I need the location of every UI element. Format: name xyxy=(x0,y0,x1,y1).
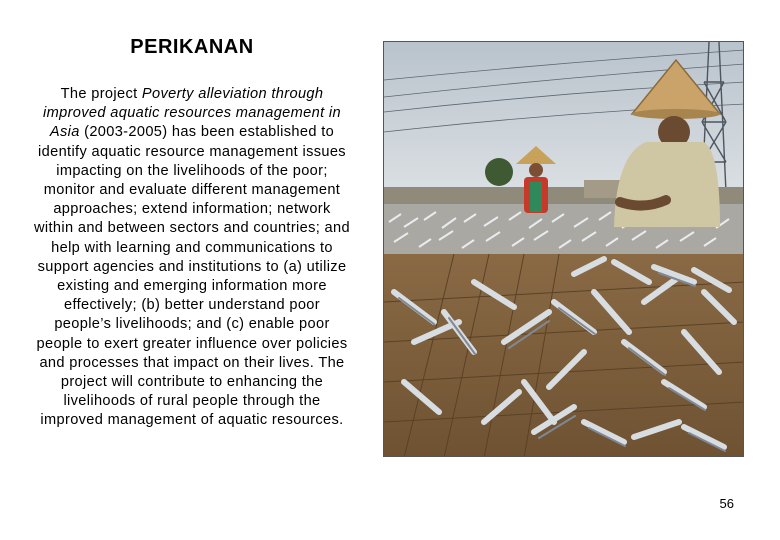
fish-drying-photo xyxy=(383,41,744,457)
description-lead: The project xyxy=(60,86,142,102)
project-name: Poverty alleviation through improved aquatic resources management in Asia xyxy=(43,86,341,141)
slide-title: PERIKANAN xyxy=(130,36,254,58)
page-number: 56 xyxy=(719,496,734,511)
description-rest: (2003-2005) has been established to identify aquatic resource management issues impacting on the livelihoods of the poor; monitor and evaluate different management approaches; extend information; network within and between sectors and countries; and help with learning and communications to support agencies and institutions to (a) utilize existing and emerging information more effectively; (b) better understand poor people’s livelihoods; and (c) enable poor people to exert greater influence over policies and processes that impact on their lives. The project will contribute to enhancing the livelihoods of rural people through the improved management of aquatic resources. xyxy=(34,124,350,429)
fish-drying-illustration xyxy=(384,42,744,457)
project-description xyxy=(34,85,350,431)
